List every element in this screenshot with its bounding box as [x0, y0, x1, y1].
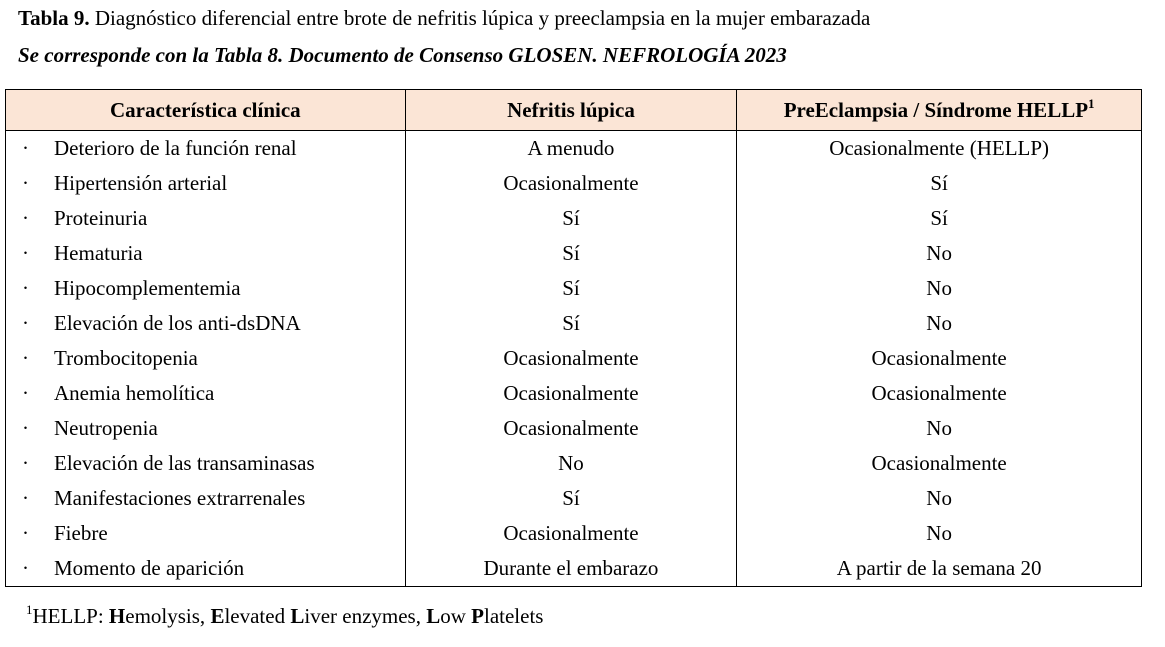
cell-preeclampsia-hellp: No	[737, 411, 1142, 446]
cell-preeclampsia-hellp: No	[737, 481, 1142, 516]
cell-lupus-nephritis: Ocasionalmente	[405, 166, 737, 201]
cell-clinical-feature	[6, 201, 406, 236]
cell-preeclampsia-hellp: Ocasionalmente	[737, 376, 1142, 411]
bullet-marker: ·	[22, 171, 29, 195]
footnote-part: emolysis,	[125, 604, 211, 628]
footnote-part: E	[210, 604, 225, 628]
cell-clinical-feature	[6, 446, 406, 481]
cell-preeclampsia-hellp: Sí	[737, 201, 1142, 236]
bullet-marker: ·	[22, 521, 29, 545]
feature-label: Elevación de los anti-dsDNA	[54, 311, 301, 335]
cell-clinical-feature	[6, 341, 406, 376]
bullet-marker: ·	[22, 276, 29, 300]
bullet-marker: ·	[22, 311, 29, 335]
cell-lupus-nephritis: Ocasionalmente	[405, 411, 737, 446]
feature-label: Neutropenia	[54, 416, 158, 440]
cell-clinical-feature	[6, 481, 406, 516]
table-row	[6, 446, 1142, 481]
footnote-marker: 1	[26, 602, 33, 617]
bullet-marker: ·	[22, 136, 29, 160]
feature-label: Anemia hemolítica	[54, 381, 215, 405]
table-title-label: Tabla 9.	[18, 6, 90, 30]
cell-preeclampsia-hellp: Ocasionalmente	[737, 341, 1142, 376]
bullet-marker: ·	[22, 451, 29, 475]
feature-label: Deterioro de la función renal	[54, 136, 297, 160]
feature-label: Fiebre	[54, 521, 108, 545]
cell-preeclampsia-hellp: No	[737, 271, 1142, 306]
footnote-part: L	[426, 604, 441, 628]
table-row	[6, 481, 1142, 516]
footnote-part: levated	[224, 604, 291, 628]
table-subtitle: Se corresponde con la Tabla 8. Documento de Consenso GLOSEN. NEFROLOGÍA 2023	[18, 43, 787, 67]
feature-label: Manifestaciones extrarrenales	[54, 486, 306, 510]
cell-lupus-nephritis: A menudo	[405, 131, 737, 167]
differential-diagnosis-table	[5, 89, 1142, 587]
feature-label: Trombocitopenia	[54, 346, 198, 370]
cell-clinical-feature	[6, 166, 406, 201]
cell-clinical-feature	[6, 376, 406, 411]
cell-lupus-nephritis: No	[405, 446, 737, 481]
feature-label: Hipocomplementemia	[54, 276, 241, 300]
feature-label: Elevación de las transaminasas	[54, 451, 315, 475]
cell-preeclampsia-hellp: Sí	[737, 166, 1142, 201]
cell-lupus-nephritis: Ocasionalmente	[405, 341, 737, 376]
cell-lupus-nephritis: Sí	[405, 201, 737, 236]
table-row	[6, 411, 1142, 446]
cell-lupus-nephritis: Ocasionalmente	[405, 376, 737, 411]
header-footnote-marker: 1	[1088, 95, 1095, 111]
cell-lupus-nephritis: Durante el embarazo	[405, 551, 737, 587]
footnote-part: HELLP:	[32, 604, 109, 628]
cell-lupus-nephritis: Sí	[405, 236, 737, 271]
table-body	[6, 131, 1142, 587]
table-row	[6, 236, 1142, 271]
footnote-text	[33, 604, 544, 628]
bullet-marker: ·	[22, 556, 29, 580]
cell-lupus-nephritis: Sí	[405, 271, 737, 306]
feature-label: Hematuria	[54, 241, 143, 265]
cell-clinical-feature	[6, 411, 406, 446]
footnote-part: P	[471, 604, 484, 628]
footnote-part: latelets	[484, 604, 544, 628]
footnote-part: ow	[440, 604, 472, 628]
table-row	[6, 201, 1142, 236]
bullet-marker: ·	[22, 381, 29, 405]
table-row	[6, 306, 1142, 341]
table-row	[6, 341, 1142, 376]
header-preeclampsia-hellp: PreEclampsia / Síndrome HELLP$^1$	[737, 90, 1142, 131]
bullet-marker: ·	[22, 206, 29, 230]
cell-clinical-feature	[6, 516, 406, 551]
cell-clinical-feature	[6, 306, 406, 341]
footnote	[26, 603, 543, 629]
cell-preeclampsia-hellp: No	[737, 516, 1142, 551]
cell-clinical-feature	[6, 271, 406, 306]
header-lupus-nephritis: Nefritis lúpica	[405, 90, 737, 131]
table-title	[18, 6, 870, 31]
cell-clinical-feature	[6, 131, 406, 167]
cell-clinical-feature	[6, 236, 406, 271]
feature-label: Momento de aparición	[54, 556, 245, 580]
bullet-marker: ·	[22, 486, 29, 510]
footnote-part: L	[290, 604, 305, 628]
cell-clinical-feature	[6, 551, 406, 587]
table-row	[6, 551, 1142, 587]
table-row	[6, 271, 1142, 306]
table-header-row	[6, 90, 1142, 131]
table-row	[6, 516, 1142, 551]
bullet-marker: ·	[22, 416, 29, 440]
cell-preeclampsia-hellp: Ocasionalmente (HELLP)	[737, 131, 1142, 167]
header-clinical-feature: Característica clínica	[6, 90, 406, 131]
cell-preeclampsia-hellp: No	[737, 236, 1142, 271]
bullet-marker: ·	[22, 346, 29, 370]
cell-lupus-nephritis: Sí	[405, 306, 737, 341]
cell-preeclampsia-hellp: No	[737, 306, 1142, 341]
cell-lupus-nephritis: Sí	[405, 481, 737, 516]
table-title-text: Diagnóstico diferencial entre brote de nefritis lúpica y preeclampsia en la mujer embarazada	[89, 6, 871, 30]
table-row	[6, 376, 1142, 411]
footnote-part: H	[108, 604, 126, 628]
cell-preeclampsia-hellp: A partir de la semana 20	[737, 551, 1142, 587]
cell-lupus-nephritis: Ocasionalmente	[405, 516, 737, 551]
cell-preeclampsia-hellp: Ocasionalmente	[737, 446, 1142, 481]
feature-label: Proteinuria	[54, 206, 148, 230]
table-row	[6, 131, 1142, 167]
feature-label: Hipertensión arterial	[54, 171, 228, 195]
bullet-marker: ·	[22, 241, 29, 265]
footnote-part: iver enzymes,	[304, 604, 427, 628]
table-row	[6, 166, 1142, 201]
